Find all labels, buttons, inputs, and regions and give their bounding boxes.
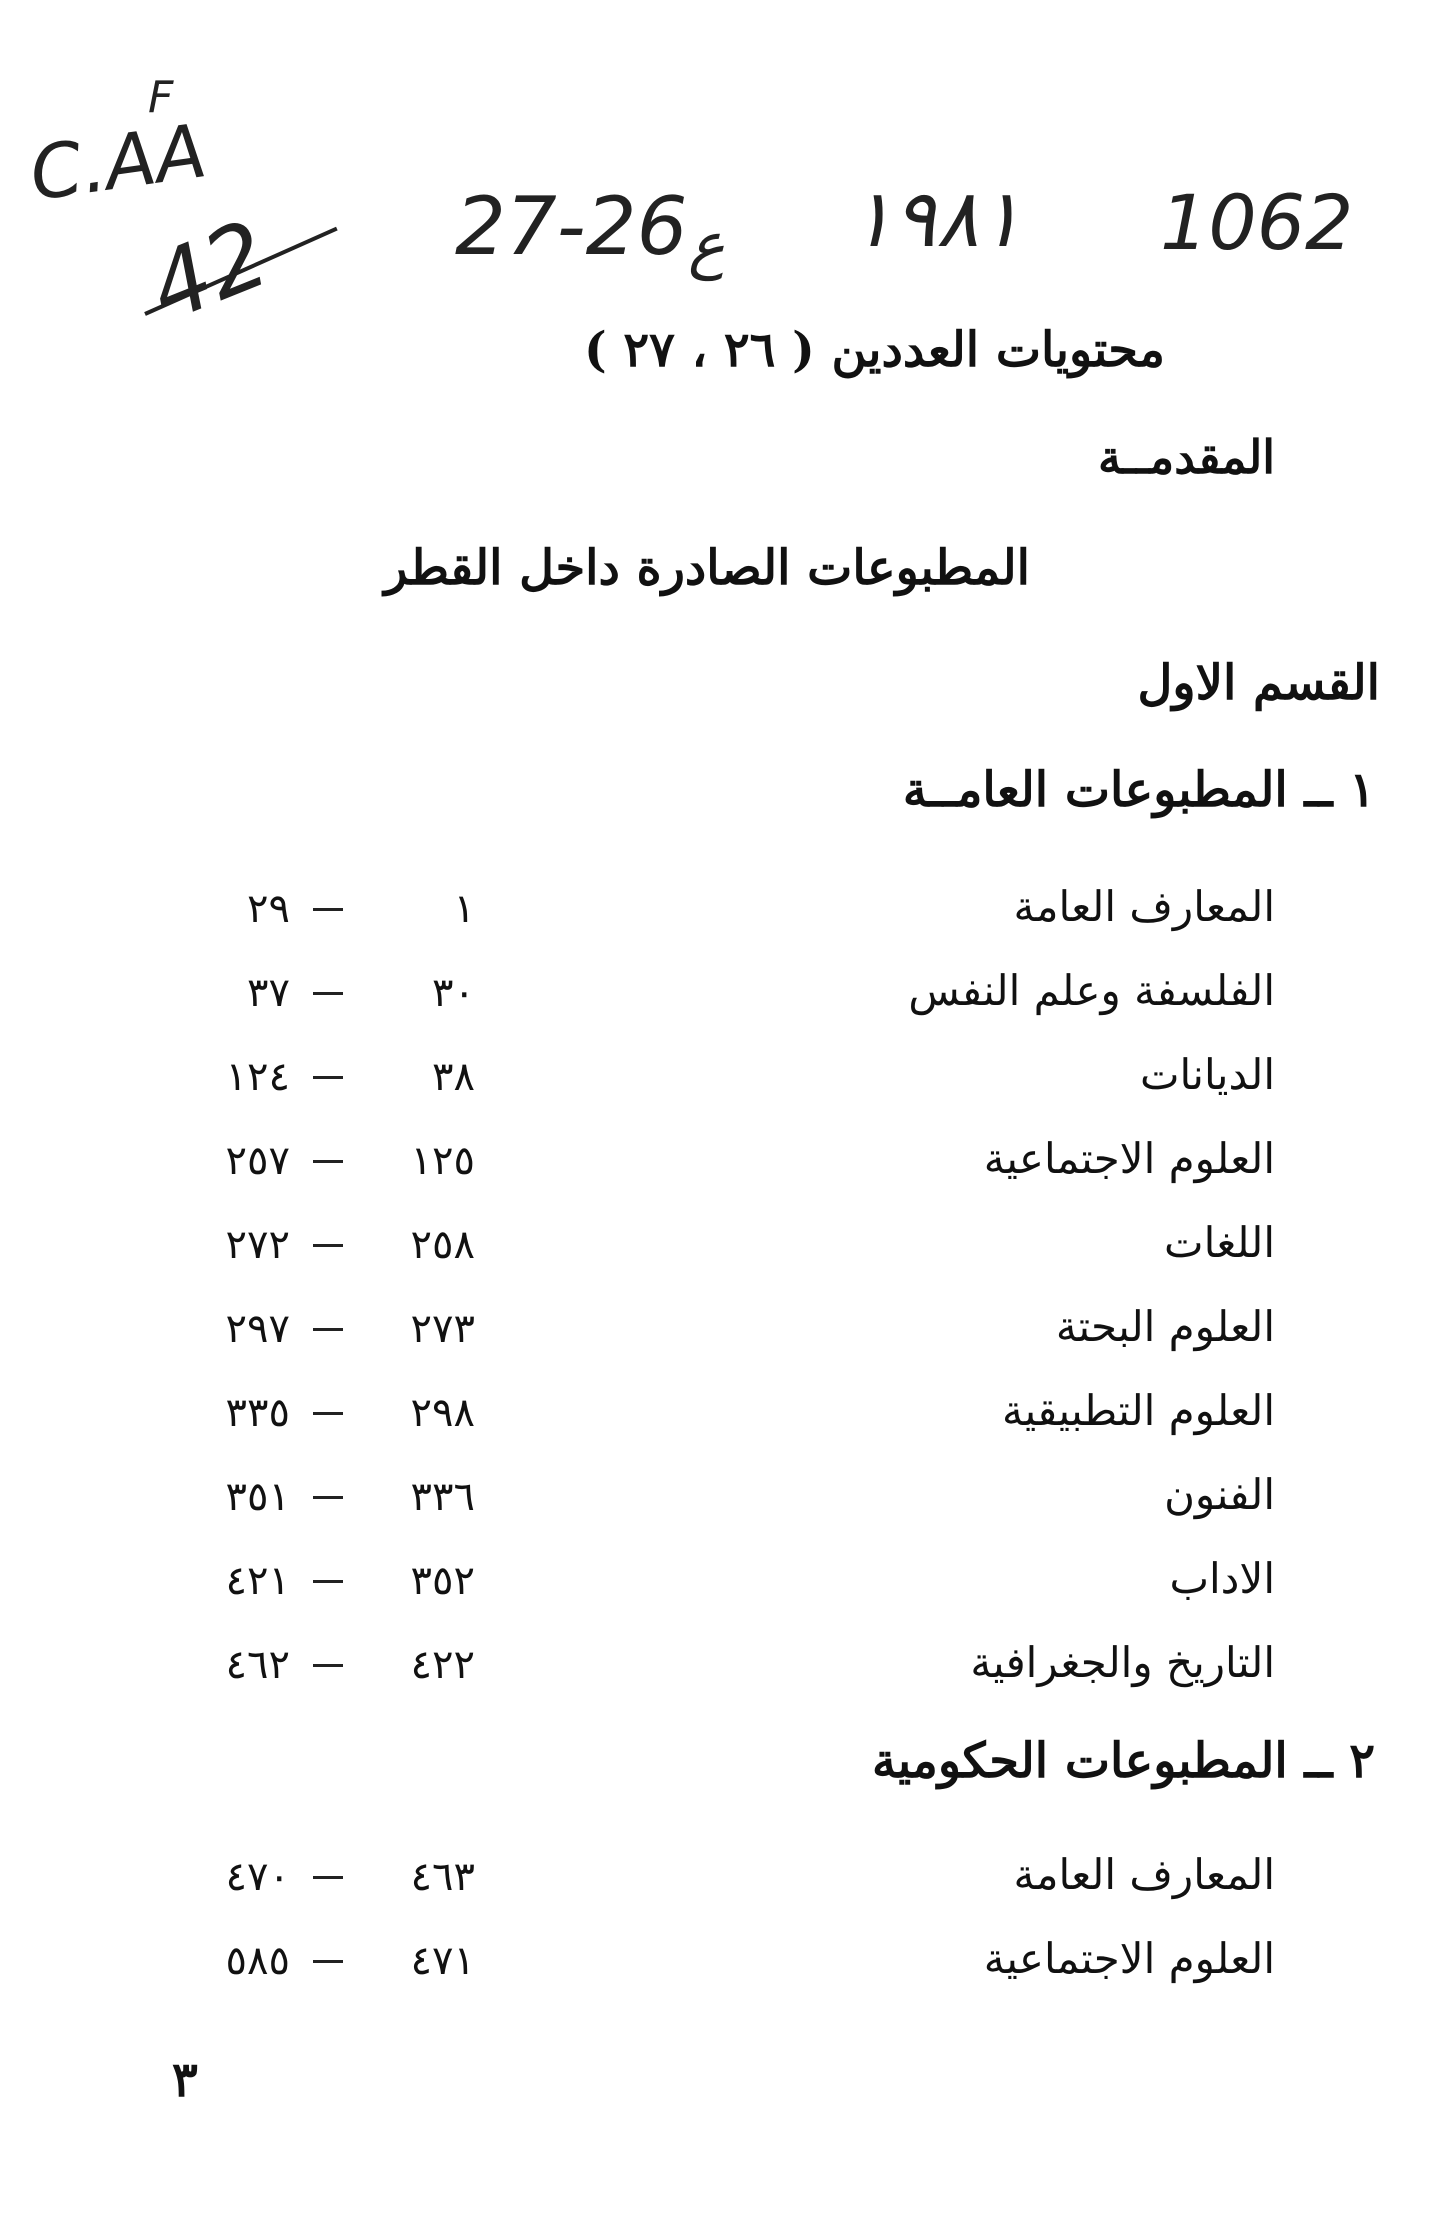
range-dash: [313, 1664, 343, 1667]
toc-row-from: ٣٨: [432, 1054, 475, 1100]
toc-row-from: ٣٣٦: [410, 1474, 475, 1520]
toc-row-to: ٢٧٢: [225, 1222, 290, 1268]
handwritten-issue-numbers: 27-26: [455, 180, 688, 273]
range-dash: [313, 1580, 343, 1583]
introduction-heading: المقدمــة: [1097, 430, 1275, 484]
toc-row-from: ٣٠: [432, 970, 475, 1016]
section-heading-general: ١ ــ المطبوعات العامــة: [902, 762, 1375, 818]
range-dash: [313, 1328, 343, 1331]
range-dash: [313, 908, 343, 911]
toc-row-to: ٤٦٢: [225, 1642, 290, 1688]
toc-row-label: الاداب: [1169, 1554, 1275, 1603]
toc-row: [0, 1302, 1455, 1386]
handwritten-code: 1062: [1160, 178, 1354, 267]
toc-row: [0, 1850, 1455, 1934]
handwritten-ain: ع: [688, 208, 725, 281]
toc-row-to: ١٢٤: [225, 1054, 290, 1100]
toc-row: [0, 1386, 1455, 1470]
toc-row-to: ٣٥١: [225, 1474, 290, 1520]
toc-row-to: ٣٣٥: [225, 1390, 290, 1436]
toc-row-to: ٢٥٧: [225, 1138, 290, 1184]
handwritten-f-mark: F: [148, 72, 174, 123]
toc-row-label: الفلسفة وعلم النفس: [908, 966, 1275, 1015]
toc-row: [0, 966, 1455, 1050]
section-heading-government: ٢ ــ المطبوعات الحكومية: [871, 1733, 1375, 1789]
toc-row-label: المعارف العامة: [1013, 1850, 1275, 1899]
toc-row: [0, 882, 1455, 966]
toc-row-label: التاريخ والجغرافية: [970, 1638, 1275, 1687]
toc-row-label: العلوم التطبيقية: [1001, 1386, 1275, 1435]
toc-row-to: ٢٩: [247, 886, 290, 932]
toc-row-from: ٣٥٢: [410, 1558, 475, 1604]
handwritten-catalog-mark: C.AA: [24, 108, 212, 218]
toc-row: [0, 1934, 1455, 2018]
handwritten-sub-mark: 42: [134, 199, 283, 344]
toc-row-to: ٤٢١: [225, 1558, 290, 1604]
toc-row-label: العلوم الاجتماعية: [983, 1934, 1275, 1983]
range-dash: [313, 1412, 343, 1415]
range-dash: [313, 1076, 343, 1079]
toc-row: [0, 1218, 1455, 1302]
toc-row-from: ٤٧١: [410, 1938, 475, 1984]
page-title: محتويات العددين ( ٢٦ ، ٢٧ ): [583, 322, 1165, 378]
toc-row-label: الديانات: [1139, 1050, 1275, 1099]
page-number: ٣: [172, 2052, 198, 2108]
part-heading: القسم الاول: [1137, 655, 1380, 711]
subtitle-heading: المطبوعات الصادرة داخل القطر: [384, 540, 1030, 596]
range-dash: [313, 1244, 343, 1247]
toc-row-label: المعارف العامة: [1013, 882, 1275, 931]
range-dash: [313, 1960, 343, 1963]
toc-row-from: ٤٢٢: [410, 1642, 475, 1688]
toc-row-label: العلوم الاجتماعية: [983, 1134, 1275, 1183]
handwritten-year: ١٩٨١: [850, 172, 1022, 265]
toc-row-from: ٤٦٣: [410, 1854, 475, 1900]
toc-row-from: ٢٥٨: [410, 1222, 475, 1268]
toc-row-from: ٢٧٣: [410, 1306, 475, 1352]
toc-row: [0, 1554, 1455, 1638]
toc-row-from: ١: [453, 886, 475, 932]
toc-row-label: اللغات: [1164, 1218, 1275, 1267]
toc-row: [0, 1470, 1455, 1554]
toc-row-to: ٢٩٧: [225, 1306, 290, 1352]
toc-row-label: الفنون: [1164, 1470, 1275, 1519]
range-dash: [313, 992, 343, 995]
toc-row: [0, 1134, 1455, 1218]
toc-row-label: العلوم البحتة: [1055, 1302, 1275, 1351]
range-dash: [313, 1876, 343, 1879]
toc-row-to: ٤٧٠: [225, 1854, 290, 1900]
toc-row-to: ٥٨٥: [225, 1938, 290, 1984]
range-dash: [313, 1496, 343, 1499]
toc-row: [0, 1050, 1455, 1134]
range-dash: [313, 1160, 343, 1163]
toc-row-from: ١٢٥: [410, 1138, 475, 1184]
toc-row: [0, 1638, 1455, 1722]
toc-row-from: ٢٩٨: [410, 1390, 475, 1436]
toc-row-to: ٣٧: [247, 970, 290, 1016]
